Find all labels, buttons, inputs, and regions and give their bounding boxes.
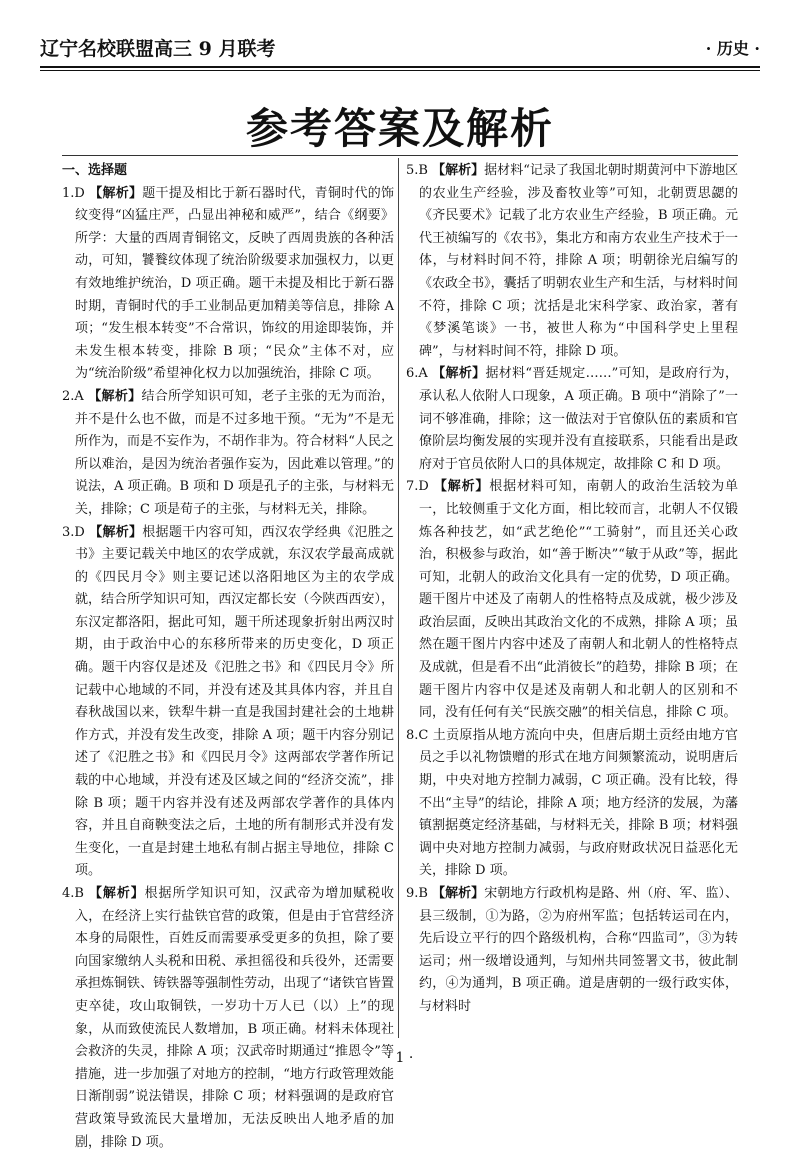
left-column (62, 160, 394, 1154)
page-number: · 1 · (386, 1050, 414, 1066)
answer-item: 6.A 【解析】据材料“晋廷规定……”可知，是政府行为，承认私人依附人口现象，A 项正确。B 项中“消除了”一词不够准确，排除；这一做法对于官僚队伍的素质和官僚阶层均衡发展的实现并没有直接联系，只能看出是政府对于官员依附人口的具体规定，故排除 C 和 D 项。 (406, 366, 738, 472)
answer-item: 7.D 【解析】根据材料可知，南朝人的政治生活较为单一，比较侧重于文化方面，相比较而言，北朝人不仅锻炼各种技艺，如“武艺绝伦”“工骑射”，而且还关心政治，积极参与政治，如“善于断决”“敏于从政”等，据此可知，北朝人的政治文化具有一定的优势，D 项正确。题干图片中述及了南朝人的性格特点及成就，极少涉及政治层面，反映出其政治文化的不成熟，排除 A 项；虽然在题干图片内容中述及了南朝人和北朝人的性格特点及成就，但是看不出“此消彼长”的趋势，排除 B 项；在题干图片内容中仅是述及南朝人和北朝人的区别和不同，没有任何有关“民族交融”的相关信息，排除 C 项。 (406, 479, 738, 721)
page-header (40, 28, 760, 62)
answer-item: 8.C 土贡原指从地方流向中央，但唐后期土贡经由地方官员之手以礼物馈赠的形式在地方间频繁流动，说明唐后期，中央对地方控制力减弱，C 项正确。没有比较，得不出“主导”的结论，排除 A 项；地方经济的发展，为藩镇割据奠定经济基础，与材料无关，排除 B 项；材料强调中央对地方控制力减弱，与政府财政状况日益恶化无关，排除 D 项。 (406, 727, 738, 879)
answer-item: 9.B 【解析】宋朝地方行政机构是路、州（府、军、监）、县三级制，①为路，②为府州军监；包括转运司在内，先后设立平行的四个路级机构，合称“四监司”，③为转运司；州一级增设通判，与知州共同签署文书，彼此制约，④为通判，B 项正确。道是唐朝的一级行政实体，与材料时 (406, 886, 738, 1014)
page-title: 参考答案及解析 (245, 104, 554, 153)
answer-item: 1.D 【解析】题干提及相比于新石器时代，青铜时代的饰纹变得“凶猛庄严，凸显出神秘和威严”，结合《纲要》所学：大量的西周青铜铭文，反映了西周贵族的各种活动，可知，饕餮纹体现了统治阶级要求加强权力，以更有效地维护统治，D 项正确。题干未提及相比于新石器时期，青铜时代的手工业制品更加精美等信息，排除 A 项；“发生根本转变”不合常识，饰纹的用途即装饰，并未发生根本转变，排除 B 项；“民众”主体不对，应为“统治阶级”希望神化权力以加强统治，排除 C 项。 (62, 185, 394, 382)
header-rule-thin (40, 70, 760, 71)
answer-item: 5.B 【解析】据材料“记录了我国北朝时期黄河中下游地区的农业生产经验，涉及畜牧业等”可知，北朝贾思勰的《齐民要术》记载了北方农业生产经验，B 项正确。元代王祯编写的《农书》，集北方和南方农业生产技术于一体，与材料时间不符，排除 A 项；明朝徐光启编写的《农政全书》，囊括了明朝农业生产和生活，与材料时间不符，排除 C 项；沈括是北宋科学家、政治家，著有《梦溪笔谈》一书，被世人称为“中国科学史上里程碑”，与材料时间不符，排除 D 项。 (406, 163, 738, 359)
answer-item: 2.A 【解析】结合所学知识可知，老子主张的无为而治，并不是什么也不做，而是不过多地干预。“无为”不是无所作为，而是不妄作为，不胡作非为。符合材料“人民之所以难治，是因为统治者强作妄为，因此难以管理。”的说法，A 项正确。B 项和 D 项是孔子的主张，与材料无关，排除；C 项是荀子的主张，与材料无关，排除。 (62, 388, 394, 517)
title-rule (62, 155, 738, 156)
answer-item: 4.B 【解析】根据所学知识可知，汉武帝为增加赋税收入，在经济上实行盐铁官营的政策，但是由于官营经济本身的局限性，百姓反而需要承受更多的负担，除了要向国家缴纳人头税和田税、承担徭役和兵役外，还需要承担炼铜铁、铸铁器等强制性劳动，出现了“诸铁官皆置吏卒徒，攻山取铜铁，一岁功十万人已（以）上”的现象，从而致使流民人数增加，B 项正确。材料未体现社会救济的失灵，排除 A 项；汉武帝时期通过“推恩令”等措施，进一步加强了对地方的控制，“地方行政管理效能日渐削弱”说法错误，排除 C 项；材料强调的是政府官营政策导致流民大量增加，无法反映出人地矛盾的加剧，排除 D 项。 (62, 886, 394, 1150)
header-rule-thick (40, 66, 760, 68)
column-divider (398, 158, 399, 1038)
answer-item: 3.D 【解析】根据题干内容可知，西汉农学经典《氾胜之书》主要记载关中地区的农学成就，东汉农学最高成就的《四民月令》则主要记述以洛阳地区为主的农学成就，结合所学知识可知，西汉定都长安（今陕西西安），东汉定都洛阳，据此可知，题干所述现象折射出两汉时期，由于政治中心的东移所带来的历史变化，D 项正确。题干内容仅是述及《氾胜之书》和《四民月令》所记载中心地域的不同，并没有述及其具体内容，并且自春秋战国以来，铁犁牛耕一直是我国封建社会的土地耕作方式，并没有发生改变，排除 A 项；题干内容分别记述了《氾胜之书》和《四民月令》这两部农学著作所记载的中心地域，并没有述及区域之间的“经济交流”，排除 B 项；题干内容并没有述及两部农学著作的具体内容，并且自商鞅变法之后，土地的所有制形式并没有发生变化，一直是封建土地私有制占据主导地位，排除 C 项。 (62, 524, 394, 879)
exam-title: 辽宁名校联盟高三 9 月联考 (40, 38, 276, 60)
section-heading: 一、选择题 (62, 163, 128, 178)
right-column (406, 160, 738, 1019)
subject-label: · 历史 · (705, 39, 760, 58)
